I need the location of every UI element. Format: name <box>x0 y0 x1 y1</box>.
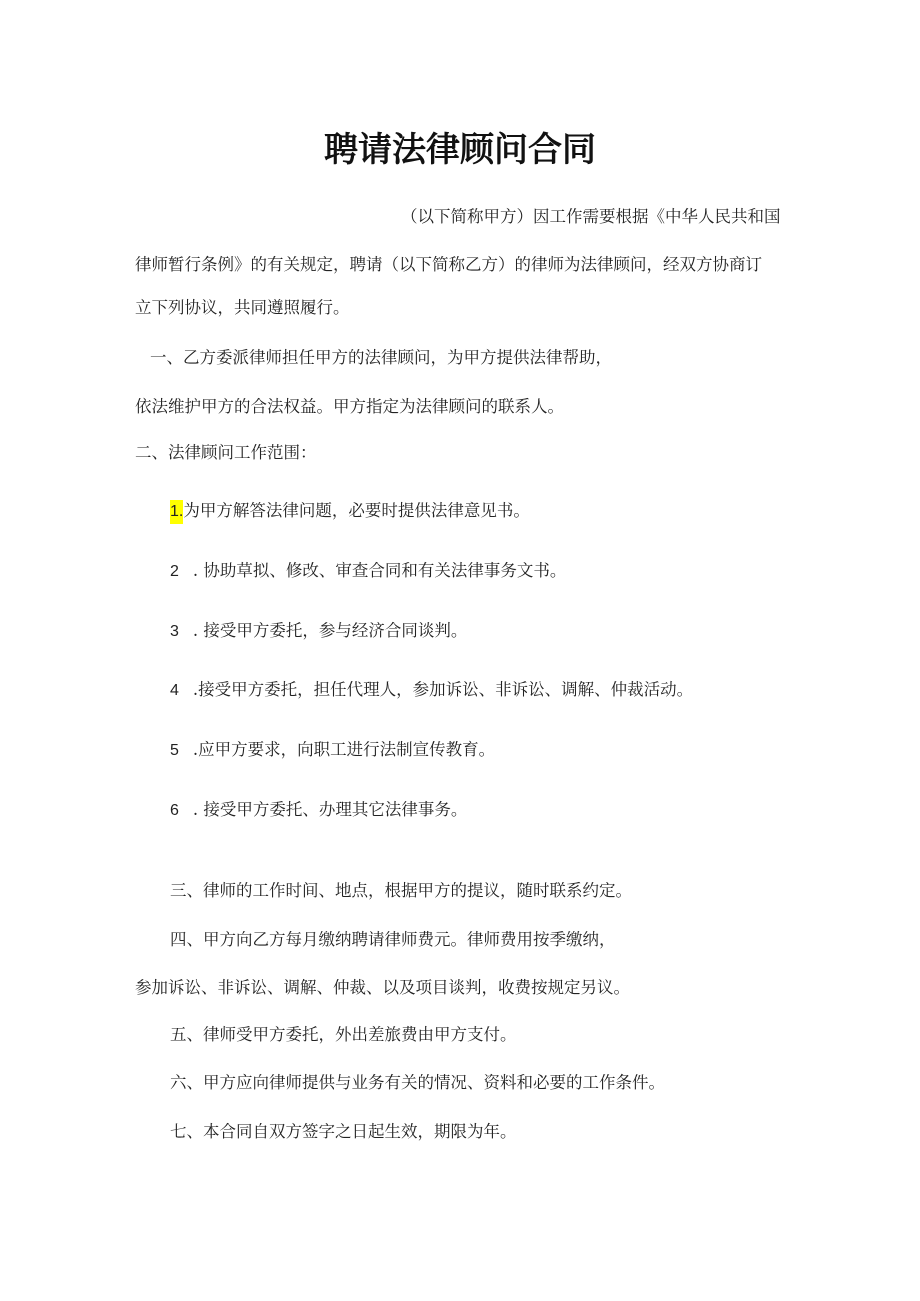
scope-item-number: 6 <box>170 802 179 819</box>
clause-6: 六、甲方应向律师提供与业务有关的情况、资料和必要的工作条件。 <box>170 1073 665 1092</box>
scope-item-text: .应甲方要求，向职工进行法制宣传教育。 <box>192 740 496 759</box>
scope-item-2 <box>170 559 566 584</box>
clause-1-line-2: 依法维护甲方的合法权益。甲方指定为法律顾问的联系人。 <box>135 397 564 416</box>
scope-item-1 <box>170 499 530 524</box>
clause-1-line-1: 一、乙方委派律师担任甲方的法律顾问，为甲方提供法律帮助， <box>150 348 612 367</box>
clause-2-heading: 二、法律顾问工作范围： <box>135 443 317 462</box>
scope-item-text: . 接受甲方委托、办理其它法律事务。 <box>192 800 468 819</box>
scope-item-number: 5 <box>170 742 179 759</box>
scope-item-text: 为甲方解答法律问题，必要时提供法律意见书。 <box>183 501 530 520</box>
scope-item-text: .接受甲方委托，担任代理人，参加诉讼、非诉讼、调解、仲裁活动。 <box>192 680 694 699</box>
scope-item-6 <box>170 798 467 823</box>
scope-item-number: 2 <box>170 563 179 580</box>
clause-3: 三、律师的工作时间、地点，根据甲方的提议，随时联系约定。 <box>170 881 632 900</box>
intro-line-1: （以下简称甲方）因工作需要根据《中华人民共和国 <box>401 207 781 226</box>
scope-item-4 <box>170 678 693 703</box>
scope-item-5 <box>170 738 495 763</box>
intro-line-2: 律师暂行条例》的有关规定，聘请（以下简称乙方）的律师为法律顾问，经双方协商订 <box>135 255 762 274</box>
document-title: 聘请法律顾问合同 <box>324 130 596 170</box>
scope-item-3 <box>170 619 467 644</box>
scope-item-text: . 接受甲方委托，参与经济合同谈判。 <box>192 621 468 640</box>
scope-item-number: 3 <box>170 623 179 640</box>
scope-item-text: . 协助草拟、修改、审查合同和有关法律事务文书。 <box>192 561 567 580</box>
clause-5: 五、律师受甲方委托，外出差旅费由甲方支付。 <box>170 1025 517 1044</box>
clause-7: 七、本合同自双方签字之日起生效，期限为年。 <box>170 1122 517 1141</box>
intro-line-3: 立下列协议，共同遵照履行。 <box>135 298 350 317</box>
scope-item-number: 4 <box>170 682 179 699</box>
clause-4-line-1: 四、甲方向乙方每月缴纳聘请律师费元。律师费用按季缴纳， <box>170 930 616 949</box>
scope-item-number-highlighted: 1. <box>170 500 183 524</box>
clause-4-line-2: 参加诉讼、非诉讼、调解、仲裁、以及项目谈判，收费按规定另议。 <box>135 978 630 997</box>
